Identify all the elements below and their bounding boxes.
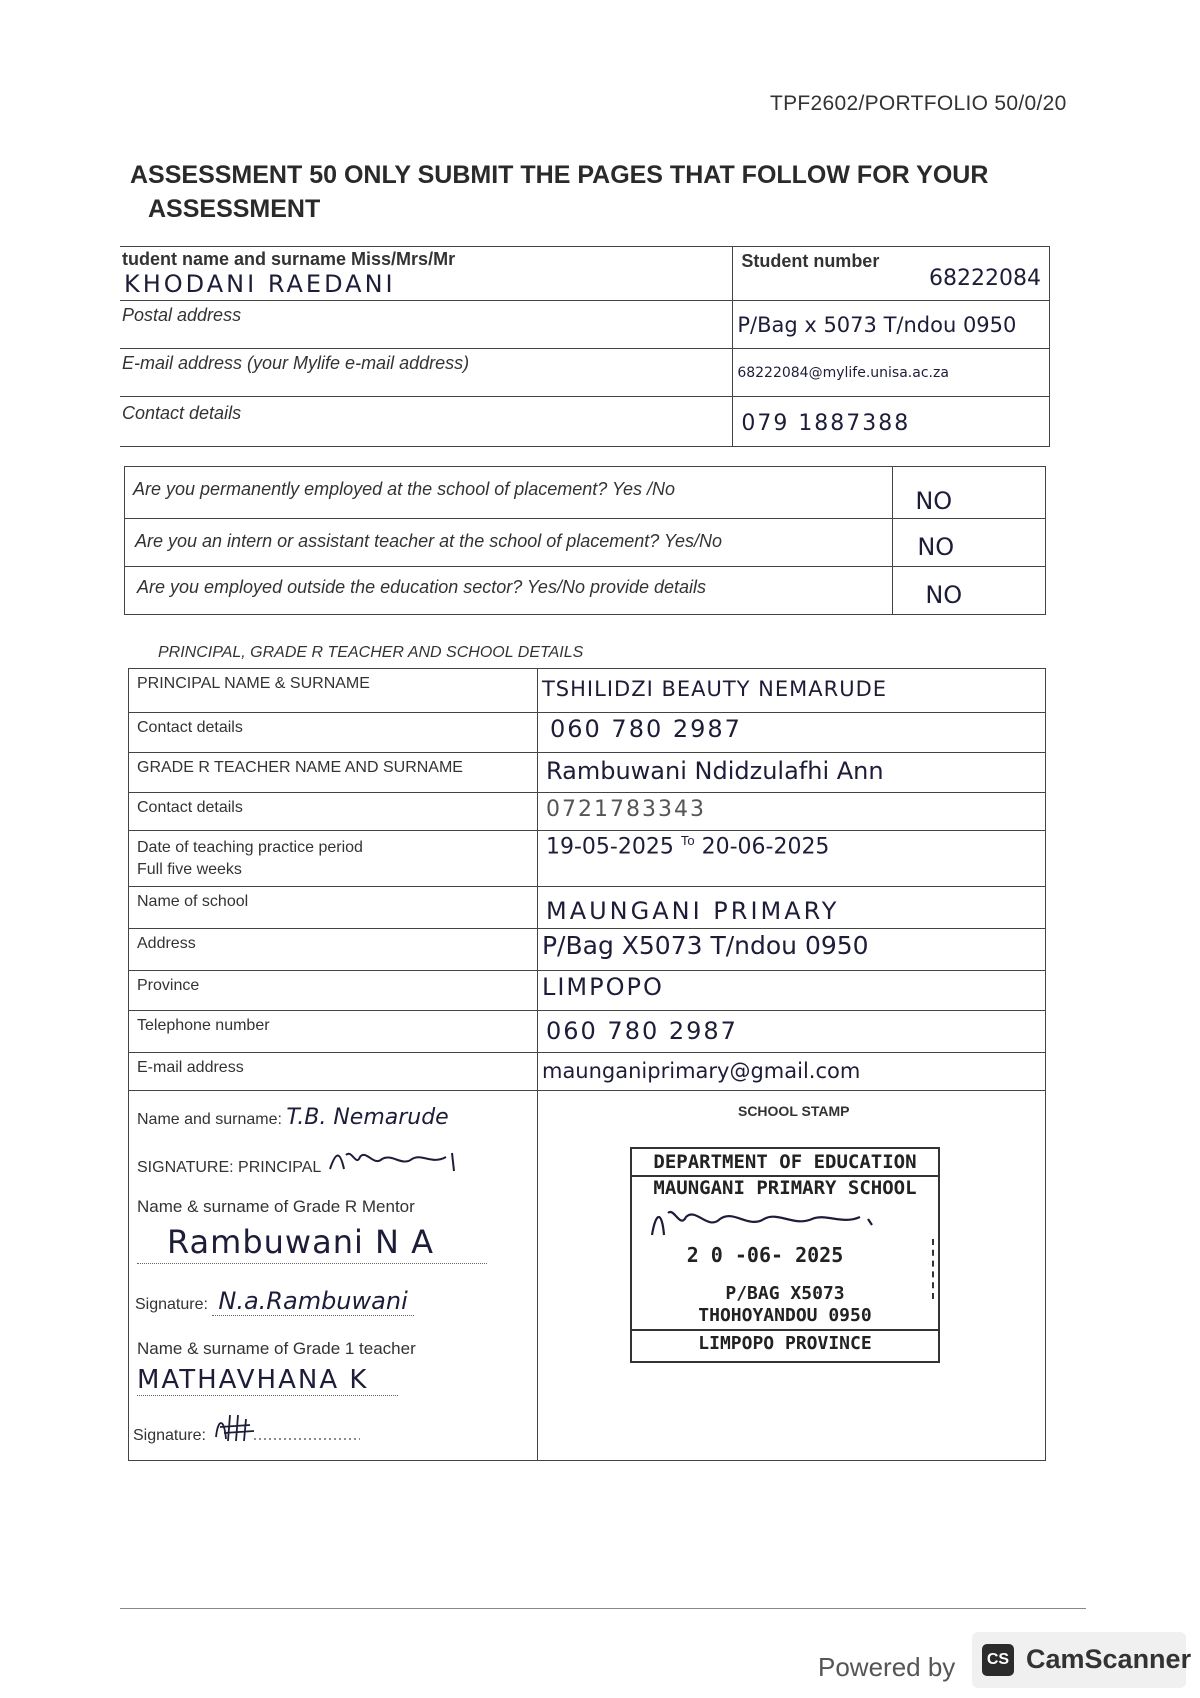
stamp-line-department: DEPARTMENT OF EDUCATION [632,1151,938,1177]
stamp-line-province: LIMPOPO PROVINCE [632,1329,938,1354]
page-title [130,158,1090,226]
stamp-cell [537,1091,1045,1461]
student-name-cell [120,247,733,301]
school-value-cell [537,753,1045,793]
principal-name-sig-value: T.B. Nemarude [286,1105,449,1130]
principal-name-value: TSHILIDZI BEAUTY NEMARUDE [541,677,888,701]
practice-period-label-2: Full five weeks [137,861,242,878]
principal-name-row [137,1105,449,1130]
school-details-table [128,668,1046,1461]
school-value-cell [537,793,1045,831]
school-value-cell [537,1053,1045,1091]
school-label-cell [129,929,538,971]
stamp-heading: SCHOOL STAMP [737,1103,850,1119]
telephone-label: Telephone number [137,1017,270,1034]
school-value-cell [537,887,1045,929]
student-name-value: KHODANI RAEDANI [124,270,396,298]
gradeR-contact-value: 0721783343 [545,797,706,822]
gradeR-teacher-value: Rambuwani Ndidzulafhi Ann [545,757,884,785]
student-number-value: 68222084 [929,266,1041,291]
grade1-teacher-label: Name & surname of Grade 1 teacher [137,1339,416,1358]
employment-question-cell [125,467,893,519]
school-value-cell [537,713,1045,753]
stamp-signature-mark [646,1205,886,1243]
stamp-line-town: THOHOYANDOU 0950 [698,1305,872,1326]
principal-name-sig-label: Name and surname: [137,1111,282,1128]
practice-period-label: Date of teaching practice period [137,839,363,856]
email-cell [120,349,733,397]
principal-signature-label: SIGNATURE: PRINCIPAL [137,1159,322,1176]
grade1-signature-label: Signature: [133,1427,206,1444]
principal-signature-mark [326,1147,476,1177]
stamp-line-school: MAUNGANI PRIMARY SCHOOL [653,1177,917,1199]
practice-end-date: 20-06-2025 [701,834,830,860]
principal-name-label: PRINCIPAL NAME & SURNAME [137,675,370,692]
postal-address-value: P/Bag x 5073 T/ndou 0950 [737,313,1017,337]
principal-contact-label: Contact details [137,719,243,736]
school-label-cell [129,713,538,753]
mentor-label: Name & surname of Grade R Mentor [137,1197,415,1216]
signatures-cell [129,1091,538,1461]
school-name-value: MAUNGANI PRIMARY [545,897,840,925]
employment-answer-1: NO [915,487,953,515]
stamp-line-bag: P/BAG X5073 [725,1283,845,1304]
student-number-label: Student number [741,251,880,271]
school-email-value: maunganiprimary@gmail.com [541,1059,861,1083]
school-label-cell [129,831,538,887]
mentor-value: Rambuwani N A [167,1223,435,1261]
camscanner-logo-icon: CS [982,1644,1014,1676]
school-label-cell [129,793,538,831]
school-label-cell [129,753,538,793]
contact-label: Contact details [122,403,242,423]
camscanner-badge [972,1632,1192,1688]
school-value-cell [537,929,1045,971]
school-email-label: E-mail address [137,1059,244,1076]
school-label-cell [129,887,538,929]
employment-answer-cell [893,567,1046,615]
student-details-table [120,246,1050,447]
employment-question-2: Are you an intern or assistant teacher at the school of placement? Yes/No [135,531,723,551]
employment-answer-3: NO [925,581,963,609]
gradeR-contact-label: Contact details [137,799,243,816]
practice-to-label: To [680,833,695,848]
grade1-teacher-value: MATHAVHANA K [137,1365,398,1396]
employment-question-cell [125,567,893,615]
student-number-cell [733,247,1050,301]
email-value: 68222084@mylife.unisa.ac.za [737,365,949,381]
mentor-signature-value: N.a.Rambuwani [212,1287,413,1316]
postal-address-value-cell [733,301,1050,349]
telephone-value: 060 780 2987 [545,1017,738,1045]
practice-start-date: 19-05-2025 [545,834,674,860]
contact-cell [120,397,733,447]
grade1-signature-row [133,1411,370,1445]
school-label-cell [129,1053,538,1091]
school-value-cell [537,971,1045,1011]
title-line-1: ASSESSMENT 50 ONLY SUBMIT THE PAGES THAT FOLLOW FOR YOUR [130,161,989,189]
school-label-cell [129,971,538,1011]
contact-value-cell [733,397,1050,447]
email-label: E-mail address (your Mylife e-mail address) [122,353,470,373]
powered-by-text: Powered by [818,1652,956,1682]
gradeR-teacher-label: GRADE R TEACHER NAME AND SURNAME [137,759,463,776]
employment-answer-cell [893,519,1046,567]
school-address-value: P/Bag X5073 T/ndou 0950 [541,931,869,960]
employment-question-cell [125,519,893,567]
school-address-label: Address [137,935,196,952]
mentor-signature-label: Signature: [135,1296,208,1313]
school-value-cell [537,831,1045,887]
email-value-cell [733,349,1050,397]
mentor-signature-row [135,1287,414,1315]
employment-question-1: Are you permanently employed at the school of placement? Yes /No [133,479,675,499]
stamp-date: 2 0 -06- 2025 [686,1243,844,1267]
province-label: Province [137,977,200,994]
school-stamp [630,1147,940,1363]
postal-address-label: Postal address [122,305,242,325]
employment-table [124,466,1046,615]
employment-answer-cell [893,467,1046,519]
school-name-label: Name of school [137,893,249,910]
school-label-cell [129,1011,538,1053]
school-label-cell [129,669,538,713]
document-reference: TPF2602/PORTFOLIO 50/0/20 [770,92,1067,115]
title-line-2: ASSESSMENT [148,195,321,223]
practice-period-value [538,831,1045,859]
principal-signature-row [137,1147,476,1177]
province-value: LIMPOPO [541,973,664,1001]
school-section-title: PRINCIPAL, GRADE R TEACHER AND SCHOOL DETAILS [158,644,584,661]
student-name-label: tudent name and surname Miss/Mrs/Mr [122,249,456,269]
mentor-dotted-line [137,1263,487,1264]
school-value-cell [537,669,1045,713]
employment-answer-2: NO [917,533,955,561]
camscanner-brand: CamScanner [1026,1644,1192,1674]
bottom-divider [120,1608,1086,1609]
school-value-cell [537,1011,1045,1053]
principal-contact-value: 060 780 2987 [549,715,742,743]
grade1-signature-mark [210,1411,370,1445]
contact-value: 079 1887388 [741,411,911,436]
stamp-side-mark [932,1239,934,1299]
employment-question-3: Are you employed outside the education sector? Yes/No provide details [137,577,707,597]
postal-address-cell [120,301,733,349]
